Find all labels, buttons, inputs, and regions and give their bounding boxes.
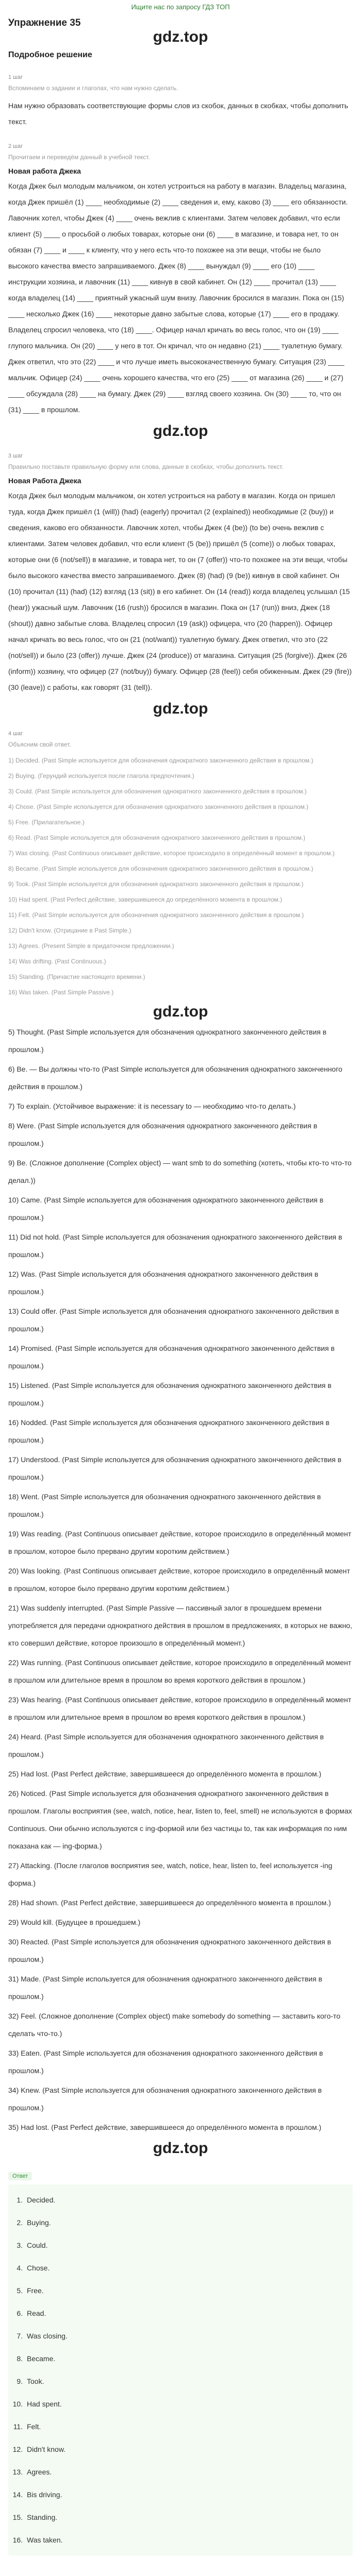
note-item: 4) Chose. (Past Simple используется для обозначения однократного законченного действия в прошлом.) xyxy=(8,803,308,810)
step-2 xyxy=(8,133,353,418)
step-4 xyxy=(8,720,353,998)
note-item: 16) Was taken. (Past Simple Passive.) xyxy=(8,989,114,996)
answer-item: 10. Had spent. xyxy=(25,2393,349,2415)
explanation-item: 19) Was reading. (Past Continuous описывает действие, которое происходило в определённый момент в прошлом, которое было прервано другим коротким действием.) xyxy=(8,1530,352,1555)
answer-section xyxy=(8,2160,353,2555)
answer-item: 9. Took. xyxy=(25,2370,349,2393)
note-item: 7) Was closing. (Past Continuous описывает действие, которое происходило в определённый момент в прошлом.) xyxy=(8,850,335,857)
explanations-list xyxy=(8,1023,353,2136)
step-5 xyxy=(8,1023,353,2136)
explanation-item: 6) Be. — Вы должны что-то (Past Simple используется для обозначения однократного законченного действия в прошлом.) xyxy=(8,1065,342,1091)
explanation-item: 18) Went. (Past Simple используется для обозначения однократного законченного действия в прошлом.) xyxy=(8,1493,321,1518)
explanation-item: 21) Was suddenly interrupted. (Past Simple Passive — пассивный залог в прошедшем времени употребляется для передачи однократного действия в прошлом в предложениях, в которых не важно, кто совершил действие, которое произошло в определённый момент.) xyxy=(8,1604,352,1647)
step-3 xyxy=(8,443,353,696)
explanation-item: 17) Understood. (Past Simple используется для обозначения однократного законченного действия в прошлом.) xyxy=(8,1455,342,1481)
explanation-item: 11) Did not hold. (Past Simple используется для обозначения однократного законченного действия в прошлом.) xyxy=(8,1233,342,1259)
step-task: Правильно поставьте правильную форму или слова, данные в скобках, чтобы дополнить текст. xyxy=(8,463,284,470)
note-item: 10) Had spent. (Past Perfect действие, завершившееся до определённого момента в прошлом.) xyxy=(8,896,282,903)
explanation-item: 22) Was running. (Past Continuous описывает действие, которое происходило в определённый момент в прошлом или длительное время в прошлом во время короткого действия в прошлом.) xyxy=(8,1658,352,1684)
step-task: Вспоминаем о задании и глаголах, что нам нужно сделать. xyxy=(8,84,178,92)
top-search-hint[interactable] xyxy=(0,3,361,12)
step-text xyxy=(8,178,353,418)
paragraph: Когда Джек был молодым мальчиком, он хотел устроиться на работу в магазин. Владельц магазина, когда Джек пришёл (1) ____ необходимые (2) ____ сведения и, ему, каково (3) ____ его обязанности. Лавочник хотел, чтобы Джек (4) ____ очень вежлив с клиентами. Затем человек добавил, что если клиент (5) ____ о просьбой о любых товарах, которые они (6) ____ в магазине, и товара нет, то он обязан (7) ____ и ____ к клиенту, что у него есть что-то похожее на эти вещи, чтобы не было высокого качества вместо запрашиваемого. Джек (8) ____ вынуждал (9) ____ его (10) ____ инструкции хозяина, и лавочник (11) ____ кивнув в свой кабинет. Он (12) ____ прочитал (13) ____ когда владелец (14) ____ приятный ужасный шум внизу. Лавочник бросился в магазин. Пока он (15) ____ несколько Джек (16) ____ некоторые давно забытые слова, которые (17) ____ его в продажу. Владелец спросил человека, что (18) ____. Офицер начал кричать во весь голос, что он (19) ____ глупого мальчика. Он (20) ____ у него в тот. Он кричал, что он недавно (21) ____ туалетную бумагу. Джек ответил, что это (22) ____ и что лучше иметь высококачественную бумагу. Ситуация (23) ____ мальчик. Офицер (24) ____ очень хорошего качества, что его (25) ____ от магазина (26) ____ и (27) ____ обсуждала (28) ____ на бумагу. Джек (29) ____ взгляд своего хозяина. Он (30) ____ то, что он (31) ____ в прошлом. xyxy=(8,182,348,414)
explanation-item: 13) Could offer. (Past Simple используется для обозначения однократного законченного действия в прошлом.) xyxy=(8,1307,339,1333)
answer-item: 6. Read. xyxy=(25,2302,349,2325)
explanation-item: 26) Noticed. (Past Simple используется для обозначения однократного законченного действия в прошлом. Глаголы восприятия (see, watch, notice, hear, listen to, feel, smell) не используются в формах Continuous. Они обычно используются с ing-формой или без частицы to, так как информация по ним показана как — ing-форма.) xyxy=(8,1789,352,1850)
answer-box xyxy=(8,2184,353,2555)
step-label: 2 шаг xyxy=(8,143,23,149)
explanation-item: 29) Would kill. (Будущее в прошедшем.) xyxy=(8,1918,141,1926)
note-item: 15) Standing. (Причастие настоящего времени.) xyxy=(8,973,145,980)
note-item: 1) Decided. (Past Simple используется для обозначения однократного законченного действия в прошлом.) xyxy=(8,757,314,764)
answer-item: 3. Could. xyxy=(25,2234,349,2257)
explanation-item: 27) Attacking. (После глаголов восприятия see, watch, notice, hear, listen to, feel используется -ing форма.) xyxy=(8,1861,333,1887)
answer-item: 1. Decided. xyxy=(25,2189,349,2211)
answer-item: 7. Was closing. xyxy=(25,2325,349,2347)
top-search-link[interactable]: Ищите нас по запросу ГДЗ ТОП xyxy=(131,3,230,11)
answer-label: Ответ xyxy=(8,2172,32,2180)
answer-item: 5. Free. xyxy=(25,2279,349,2302)
watermark: gdz.top xyxy=(153,1003,208,1020)
explanation-item: 15) Listened. (Past Simple используется для обозначения однократного законченного действия в прошлом.) xyxy=(8,1381,332,1407)
watermark: gdz.top xyxy=(153,2140,208,2157)
note-item: 14) Was drifting. (Past Continuous.) xyxy=(8,958,106,965)
note-item: 11) Felt. (Past Simple используется для обозначения однократного законченного действия в прошлом.) xyxy=(8,911,304,919)
solution-heading: Подробное решение xyxy=(8,50,92,59)
explanation-item: 31) Made. (Past Simple используется для обозначения однократного законченного действия в прошлом.) xyxy=(8,1975,322,2001)
answer-list xyxy=(10,2189,349,2551)
explanation-item: 23) Was hearing. (Past Continuous описывает действие, которое происходило в определённый момент в прошлом или длительное время в прошлом во время короткого действия в прошлом.) xyxy=(8,1696,352,1721)
explanation-item: 20) Was looking. (Past Continuous описывает действие, которое происходило в определённый момент в прошлом, которое было прервано другим коротким действием.) xyxy=(8,1567,350,1592)
watermark: gdz.top xyxy=(153,28,208,45)
answer-item: 2. Buying. xyxy=(25,2211,349,2234)
explanation-item: 16) Nodded. (Past Simple используется для обозначения однократного законченного действия в прошлом.) xyxy=(8,1418,330,1444)
explanation-item: 10) Came. (Past Simple используется для обозначения однократного законченного действия в прошлом.) xyxy=(8,1196,324,1222)
step-label: 1 шаг xyxy=(8,74,23,80)
answer-item: 14. Bis driving. xyxy=(25,2483,349,2506)
story-title: Новая Работа Джека xyxy=(8,477,81,485)
explanation-item: 8) Were. (Past Simple используется для обозначения однократного законченного действия в прошлом.) xyxy=(8,1122,318,1147)
explanation-item: 30) Reacted. (Past Simple используется для обозначения однократного законченного действия в прошлом.) xyxy=(8,1938,331,1963)
explanation-item: 28) Had shown. (Past Perfect действие, завершившееся до определённого момента в прошлом.) xyxy=(8,1899,331,1907)
explanation-item: 35) Had lost. (Past Perfect действие, завершившееся до определённого момента в прошлом.) xyxy=(8,2123,322,2131)
note-item: 6) Read. (Past Simple используется для обозначения однократного законченного действия в прошлом.) xyxy=(8,834,305,841)
story-title: Новая работа Джека xyxy=(8,167,81,175)
answer-item: 12. Didn't know. xyxy=(25,2438,349,2461)
explanation-item: 25) Had lost. (Past Perfect действие, завершившееся до определённого момента в прошлом.) xyxy=(8,1770,322,1778)
answer-item: 15. Standing. xyxy=(25,2506,349,2529)
watermark: gdz.top xyxy=(153,700,208,717)
answer-item: 11. Felt. xyxy=(25,2415,349,2438)
note-item: 5) Free. (Прилагательное.) xyxy=(8,819,85,826)
paragraph: Когда Джек был молодым мальчиком, он хотел устроиться на работу в магазин. Когда он пришел туда, когда Джек пришёл (1 (will)) (had) (eagerly) прочитал (2 (explained)) необходимые (2 (buy)) и сведения, каково его обязанности. Лавочник хотел, чтобы Джек (4 (be)) (to be) очень вежлив с клиентами. Затем человек добавил, что если клиент (5 (be)) пришёл (5 (come)) о любых товарах, которые они (6 (not/sell)) в магазине, и товара нет, то он (7 (offer)) что-то похожее на эти вещи, чтобы было высокого качества вместо запрашиваемого. Джек (8) (had) (9 (be)) кивнув в свой кабинет. Он (10) прочитал (11) (had) (12) взгляд (13 (sit)) в его кабинет. Он (14 (read)) когда владелец услышал (15 (hear)) ужасный шум. Лавочник (16 (rush)) бросился в магазин. Пока он (17 (run)) вниз, Джек (18 (shout)) давно забытые слова. Владелец спросил (19 (ask)) офицера, что (20 (happen)). Офицер начал кричать во весь голос, что он (21 (not/want)) туалетную бумагу. Джек ответил, что это (22 (not/sell)) и было (23 (offer)) лучше. Джек (24 (produce)) от магазина. Ситуация (25 (forgive)). Джек (26 (inform)) хозяину, что офицер (27 (not/buy)) бумагу. Офицер (28 (feel)) себя обиженным. Джек (29 (fire)) (30 (leave)) с работы, как говорят (31 (tell)). xyxy=(8,492,352,691)
watermark: gdz.top xyxy=(153,422,208,439)
explanation-item: 34) Knew. (Past Simple используется для обозначения однократного законченного действия в прошлом.) xyxy=(8,2086,322,2112)
answer-item: 4. Chose. xyxy=(25,2257,349,2279)
note-item: 13) Agrees. (Present Simple в придаточном предложении.) xyxy=(8,942,174,950)
step-label: 4 шаг xyxy=(8,731,23,737)
step-1 xyxy=(8,64,353,130)
paragraph: Нам нужно образовать соответствующие формы слов из скобок, данных в скобках, чтобы дополнить текст. xyxy=(8,101,348,126)
explanation-item: 32) Feel. (Сложное дополнение (Complex object) make somebody do something — заставить кого-то сделать что-то.) xyxy=(8,2012,340,2038)
answer-item: 16. Was taken. xyxy=(25,2529,349,2551)
step-task: Прочитаем и переведём данный в учебной текст. xyxy=(8,154,150,161)
answer-item: 8. Became. xyxy=(25,2347,349,2370)
explanation-item: 14) Promised. (Past Simple используется для обозначения однократного законченного действия в прошлом.) xyxy=(8,1344,335,1370)
explanation-item: 24) Heard. (Past Simple используется для обозначения однократного законченного действия в прошлом.) xyxy=(8,1733,324,1758)
step-task: Объясним свой ответ. xyxy=(8,741,71,748)
explanation-item: 9) Be. (Сложное дополнение (Complex object) — want smb to do something (хотеть, чтобы кто-то что-то делал.)) xyxy=(8,1159,352,1184)
answer-item: 13. Agrees. xyxy=(25,2461,349,2483)
note-item: 9) Took. (Past Simple используется для обозначения однократного законченного действия в прошлом.) xyxy=(8,880,304,888)
explanation-item: 33) Eaten. (Past Simple используется для обозначения однократного законченного действия в прошлом.) xyxy=(8,2049,323,2075)
explanation-item: 12) Was. (Past Simple используется для обозначения однократного законченного действия в прошлом.) xyxy=(8,1270,319,1296)
note-item: 8) Became. (Past Simple используется для обозначения однократного законченного действия в прошлом.) xyxy=(8,865,314,872)
explanation-item: 5) Thought. (Past Simple используется для обозначения однократного законченного действия в прошлом.) xyxy=(8,1028,327,1054)
page-title: Упражнение 35 xyxy=(8,18,81,28)
explanation-item: 7) To explain. (Устойчивое выражение: it is necessary to — необходимо что-то делать.) xyxy=(8,1102,296,1110)
note-item: 2) Buying. (Герундий используется после глагола предпочтения.) xyxy=(8,772,194,779)
step-text xyxy=(8,98,353,130)
notes-list xyxy=(8,754,353,998)
step-label: 3 шаг xyxy=(8,453,23,459)
note-item: 3) Could. (Past Simple используется для обозначения однократного законченного действия в прошлом.) xyxy=(8,788,307,795)
step-text xyxy=(8,488,353,696)
note-item: 12) Didn't know. (Отрицание в Past Simple.) xyxy=(8,927,132,934)
